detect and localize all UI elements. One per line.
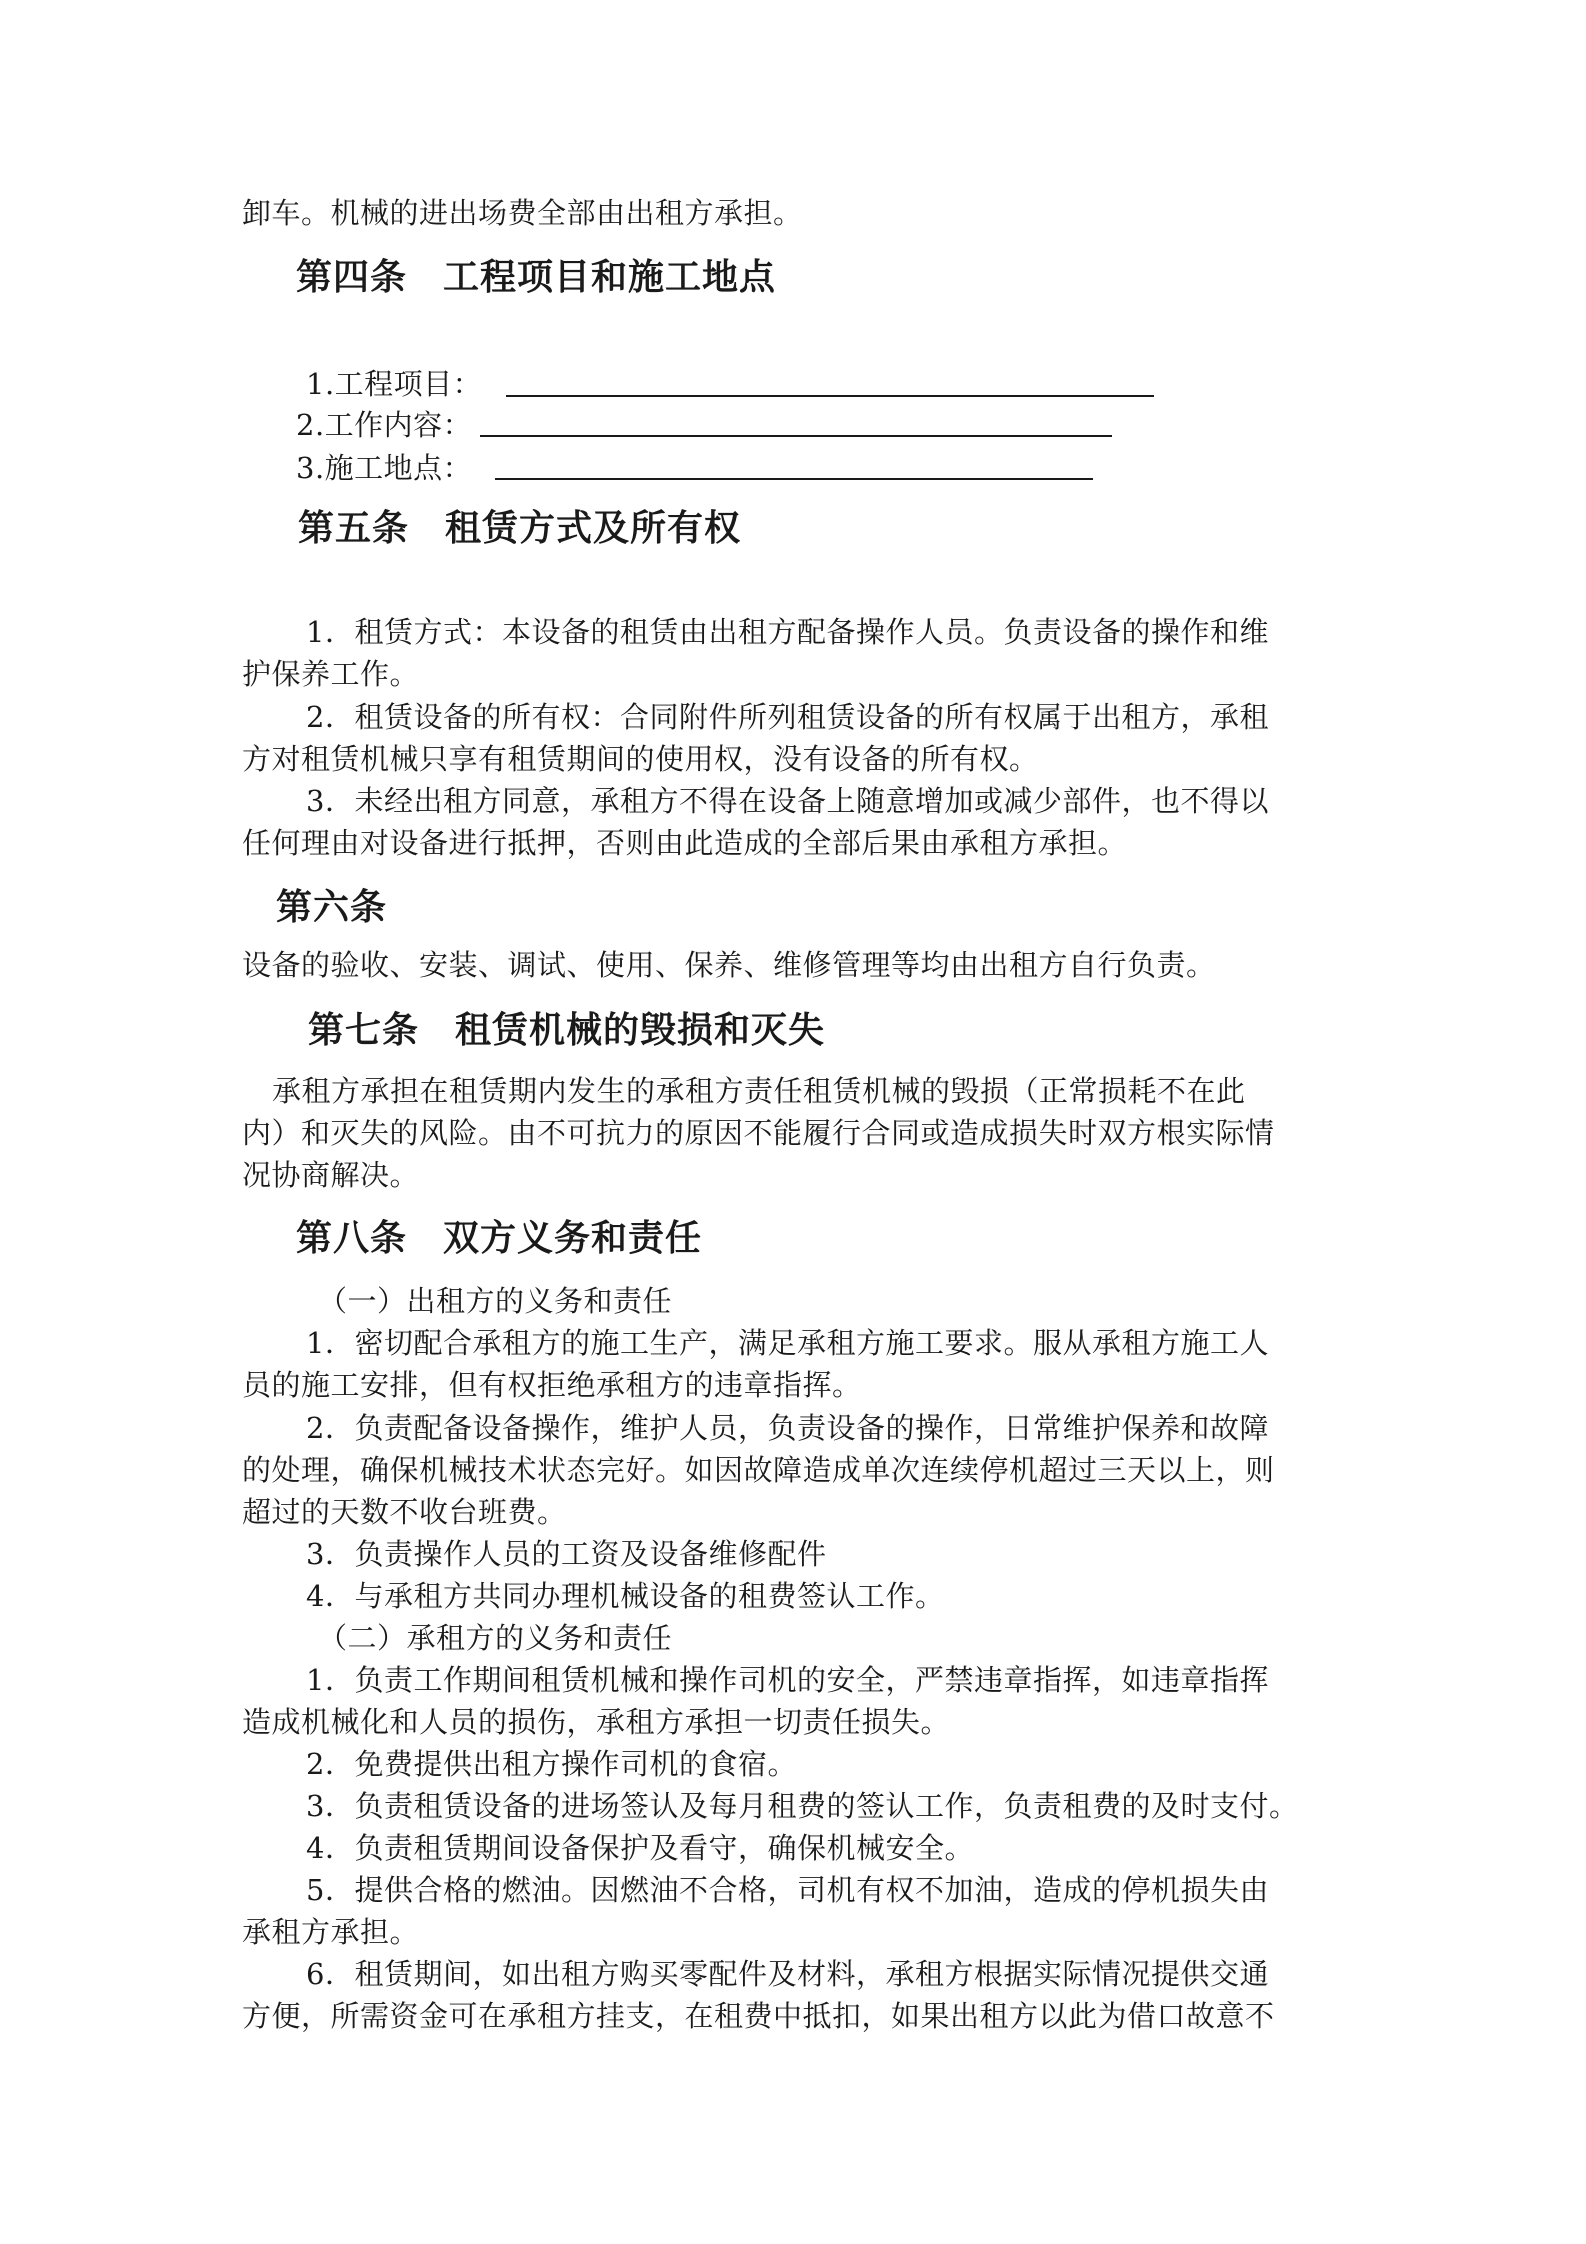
paragraph-line: 3．负责租赁设备的进场签认及每月租费的签认工作，负责租费的及时支付。 — [306, 1789, 1299, 1823]
article-4-heading — [296, 255, 776, 299]
article-6-heading — [276, 885, 387, 929]
project-blank-line — [506, 395, 1154, 397]
work-content-blank-line — [480, 435, 1112, 437]
work-content-label: 2.工作内容： — [296, 408, 473, 442]
paragraph-line: 3．未经出租方同意，承租方不得在设备上随意增加或减少部件，也不得以 — [306, 784, 1269, 818]
paragraph-line: 1．租赁方式：本设备的租赁由出租方配备操作人员。负责设备的操作和维 — [306, 615, 1269, 649]
paragraph-line: 5．提供合格的燃油。因燃油不合格，司机有权不加油，造成的停机损失由 — [306, 1873, 1269, 1907]
article-8-heading — [296, 1216, 702, 1260]
paragraph-line: 况协商解决。 — [242, 1158, 420, 1192]
article-number: 第七条 — [308, 1009, 420, 1051]
paragraph-line: 方便，所需资金可在承租方挂支，在租费中抵扣，如果出租方以此为借口故意不 — [242, 1999, 1275, 2033]
paragraph-line: 超过的天数不收台班费。 — [242, 1495, 567, 1529]
subsection-heading: （一）出租方的义务和责任 — [318, 1284, 673, 1318]
paragraph-line: 承租方承担在租赁期内发生的承租方责任租赁机械的毁损（正常损耗不在此 — [272, 1074, 1246, 1108]
project-label: 1.工程项目： — [306, 367, 483, 401]
article-5-heading — [298, 506, 741, 550]
paragraph-line: 承租方承担。 — [242, 1915, 420, 1949]
article-title: 租赁方式及所有权 — [445, 507, 742, 549]
article-title: 工程项目和施工地点 — [443, 256, 777, 298]
site-blank-line — [495, 478, 1093, 480]
article-number: 第八条 — [296, 1217, 408, 1259]
paragraph-line: 6．租赁期间，如出租方购买零配件及材料，承租方根据实际情况提供交通 — [306, 1957, 1269, 1991]
article-title: 双方义务和责任 — [443, 1217, 703, 1259]
paragraph-line: 员的施工安排，但有权拒绝承租方的违章指挥。 — [242, 1368, 862, 1402]
article-number: 第四条 — [296, 256, 408, 298]
paragraph-line: 3．负责操作人员的工资及设备维修配件 — [306, 1537, 827, 1571]
site-label: 3.施工地点： — [296, 451, 473, 485]
paragraph-line: 4．与承租方共同办理机械设备的租费签认工作。 — [306, 1579, 945, 1613]
paragraph-line: 任何理由对设备进行抵押，否则由此造成的全部后果由承租方承担。 — [242, 826, 1128, 860]
paragraph-line: 4．负责租赁期间设备保护及看守，确保机械安全。 — [306, 1831, 974, 1865]
paragraph-line: 设备的验收、安装、调试、使用、保养、维修管理等均由出租方自行负责。 — [242, 948, 1216, 982]
paragraph-line: 的处理，确保机械技术状态完好。如因故障造成单次连续停机超过三天以上，则 — [242, 1453, 1275, 1487]
paragraph-line: 护保养工作。 — [242, 657, 420, 691]
article-number: 第五条 — [298, 507, 410, 549]
paragraph-line: 造成机械化和人员的损伤，承租方承担一切责任损失。 — [242, 1705, 951, 1739]
paragraph-line: 卸车。机械的进出场费全部由出租方承担。 — [242, 196, 803, 230]
paragraph-line: 方对租赁机械只享有租赁期间的使用权，没有设备的所有权。 — [242, 742, 1039, 776]
article-title: 租赁机械的毁损和灭失 — [455, 1009, 826, 1051]
paragraph-line: 1．密切配合承租方的施工生产，满足承租方施工要求。服从承租方施工人 — [306, 1326, 1269, 1360]
paragraph-line: 内）和灭失的风险。由不可抗力的原因不能履行合同或造成损失时双方根实际情 — [242, 1116, 1275, 1150]
paragraph-line: 2．租赁设备的所有权：合同附件所列租赁设备的所有权属于出租方，承租 — [306, 700, 1269, 734]
paragraph-line: 1．负责工作期间租赁机械和操作司机的安全，严禁违章指挥，如违章指挥 — [306, 1663, 1269, 1697]
article-number: 第六条 — [276, 886, 388, 928]
paragraph-line: 2．负责配备设备操作，维护人员，负责设备的操作，日常维护保养和故障 — [306, 1411, 1269, 1445]
subsection-heading: （二）承租方的义务和责任 — [318, 1621, 673, 1655]
article-7-heading — [308, 1008, 825, 1052]
paragraph-line: 2．免费提供出租方操作司机的食宿。 — [306, 1747, 797, 1781]
